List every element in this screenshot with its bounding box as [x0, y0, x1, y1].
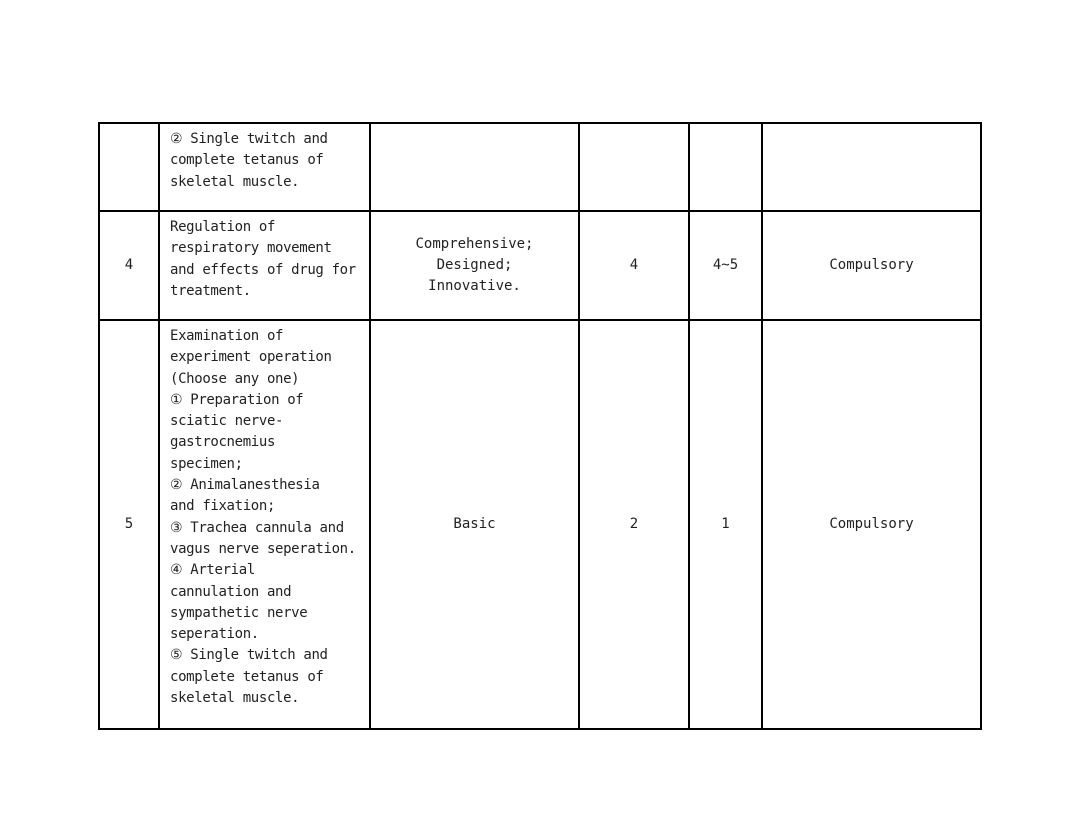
table-row: [99, 320, 981, 729]
description-line: specimen;: [170, 455, 243, 472]
description-line: (Choose any one): [170, 370, 300, 387]
description-line: cannulation and: [170, 583, 292, 600]
description-line: sympathetic nerve: [170, 604, 308, 621]
description-line: gastrocnemius: [170, 434, 276, 451]
type-line: Designed;: [436, 256, 513, 273]
description-line: ② Animalanesthesia: [170, 477, 320, 494]
cell-no: [99, 123, 159, 211]
description-line: seperation.: [170, 626, 259, 643]
description-line: skeletal muscle.: [170, 690, 300, 707]
cell-no: 5: [99, 320, 159, 729]
cell-hours: 4: [579, 211, 689, 320]
cell-description: [159, 320, 370, 729]
description-line: respiratory movement: [170, 240, 332, 257]
description-line: ① Preparation of: [170, 391, 304, 408]
description-line: complete tetanus of: [170, 668, 324, 685]
experiment-table: [98, 122, 982, 730]
description-line: ③ Trachea cannula and: [170, 519, 344, 536]
description-line: sciatic nerve-: [170, 413, 284, 430]
description-line: skeletal muscle.: [170, 173, 300, 190]
description-line: ② Single twitch and: [170, 131, 328, 147]
description-line: complete tetanus of: [170, 152, 324, 169]
cell-description: [159, 211, 370, 320]
cell-type: [370, 123, 579, 211]
type-line: Innovative.: [428, 278, 521, 295]
description-line: vagus nerve seperation.: [170, 540, 356, 557]
cell-type: [370, 320, 579, 729]
type-line: Basic: [453, 515, 496, 532]
description-line: treatment.: [170, 282, 251, 299]
description-line: and fixation;: [170, 498, 276, 515]
description-line: experiment operation: [170, 349, 332, 366]
description-line: ⑤ Single twitch and: [170, 647, 328, 664]
description-line: Regulation of: [170, 219, 276, 235]
cell-requirement: Compulsory: [762, 320, 981, 729]
description-line: and effects of drug for: [170, 261, 356, 278]
cell-type: [370, 211, 579, 320]
cell-no: 4: [99, 211, 159, 320]
cell-group: 1: [689, 320, 762, 729]
table-row: [99, 211, 981, 320]
description-line: ④ Arterial: [170, 562, 255, 579]
cell-group: [689, 123, 762, 211]
cell-hours: [579, 123, 689, 211]
cell-requirement: Compulsory: [762, 211, 981, 320]
cell-group: 4~5: [689, 211, 762, 320]
cell-description: [159, 123, 370, 211]
table-row: [99, 123, 981, 211]
type-line: Comprehensive;: [415, 235, 534, 252]
description-line: Examination of: [170, 328, 284, 344]
cell-hours: 2: [579, 320, 689, 729]
cell-requirement: [762, 123, 981, 211]
